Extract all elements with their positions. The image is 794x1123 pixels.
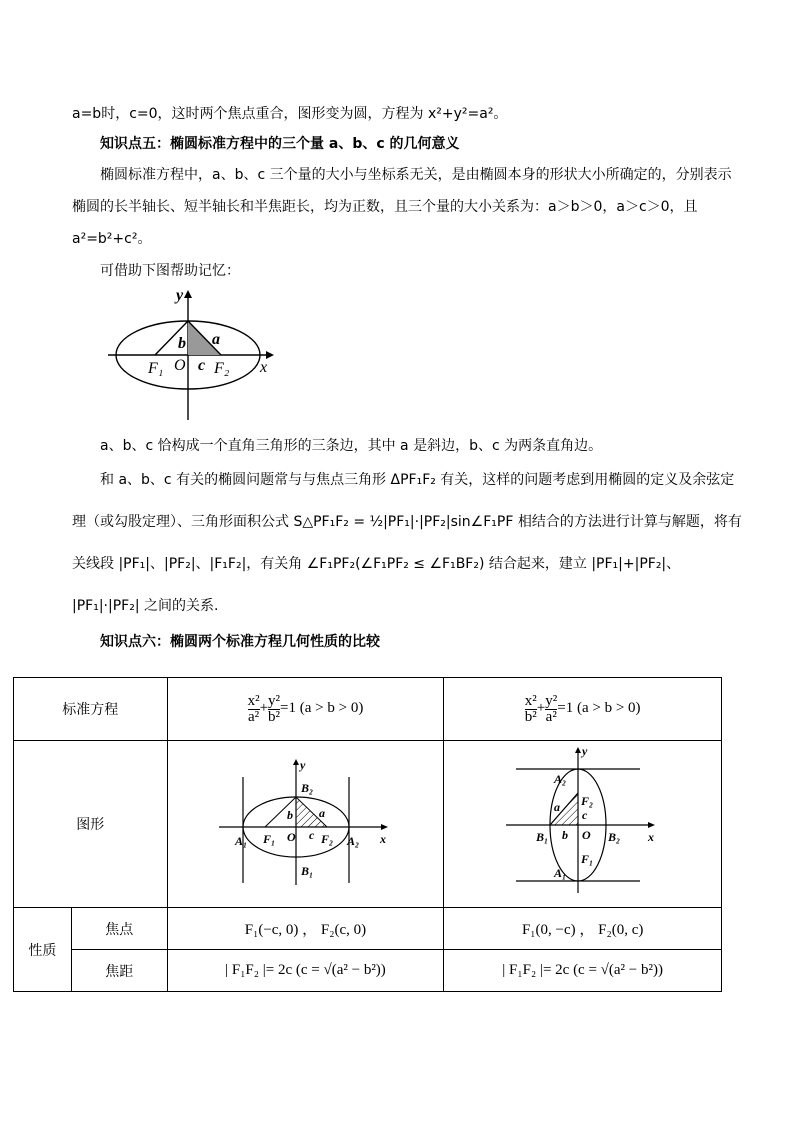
fig1-x-label: x (260, 359, 268, 376)
heading-knowledge-6: 知识点六：椭圆两个标准方程几何性质的比较 (100, 634, 380, 650)
eq2-rest: =1 (a > b > 0) (557, 700, 641, 717)
eq1-y-den: b² (268, 708, 281, 725)
paragraph-abc-meaning-3: a²=b²+c²。 (72, 231, 152, 247)
fig2-a-label: a (319, 806, 326, 820)
cell-equation-vertical: $\frac{\text{x²}}{\text{b²}}$ + $\frac{\text{y²}}{\text{a²}}$ =1 (a > b > 0) (444, 678, 722, 741)
cell-property-header: 性质 (14, 908, 72, 992)
paragraph-abc-meaning-2: 椭圆的长半轴长、短半轴长和半焦距长，均为正数，且三个量的大小关系为：a＞b＞0，a＞c＞0，且 (72, 199, 698, 215)
eq2-y-den: a² (545, 708, 557, 725)
paragraph-abc-meaning-1: 椭圆标准方程中，a、b、c 三个量的大小与坐标系无关，是由椭圆本身的形状大小所确定的，分别表示 (100, 167, 732, 183)
paragraph-focal-triangle-4: |PF₁|·|PF₂| 之间的关系. (72, 598, 219, 614)
cell-focal-distance-header: 焦距 (71, 950, 167, 992)
fig1-b-label: b (178, 335, 186, 352)
fig1-c-label: c (198, 357, 206, 374)
paragraph-circle-case: a=b时，c=0，这时两个焦点重合，图形变为圆，方程为 x²+y²=a²。 (72, 106, 508, 122)
cell-figure-vertical (444, 741, 722, 908)
fig2-c-label: c (309, 828, 315, 842)
fig1-origin-label: O (174, 357, 186, 374)
fig2-y-label: y (300, 758, 306, 772)
fig3-a-label: a (553, 800, 560, 814)
fig2-x-label: x (380, 832, 387, 846)
cell-figure-header: 图形 (14, 741, 168, 908)
fig2-b-label: b (287, 808, 294, 822)
cell-focal-distance-vertical: | F₁F₂ |= 2c (c = √(a² − b²)) (444, 950, 722, 992)
fig3-f2-label: F₂ (580, 794, 593, 808)
cell-figure-horizontal (167, 741, 444, 908)
fig2-origin-label: O (287, 830, 297, 844)
paragraph-memory-aid: 可借助下图帮助记忆： (100, 263, 240, 279)
fig3-b2-label: B₂ (607, 830, 620, 844)
fig1-a-label: a (212, 331, 220, 348)
paragraph-right-triangle: a、b、c 恰构成一个直角三角形的三条边，其中 a 是斜边，b、c 为两条直角边。 (100, 438, 603, 454)
cell-focus-vertical: F₁(0, −c) ， F₂(0, c) (444, 908, 722, 950)
fig3-y-label: y (581, 747, 587, 758)
fig3-b1-label: B₁ (535, 830, 548, 844)
fig2-b1-label: B₁ (301, 864, 314, 878)
cell-equation-header: 标准方程 (14, 678, 168, 741)
eq2-x-den: b² (524, 708, 537, 725)
fig3-a1-label: A₁ (553, 866, 566, 880)
cell-focal-distance-horizontal: | F₁F₂ |= 2c (c = √(a² − b²)) (167, 950, 444, 992)
horizontal-ellipse-figure (215, 757, 395, 887)
table-row-equation (14, 678, 722, 741)
fig1-f1-label: F₁ (148, 360, 164, 377)
eq1-y-num: y² (268, 692, 281, 709)
eq1-rest: =1 (a > b > 0) (280, 700, 364, 717)
eq2-x-num: x² (524, 692, 537, 709)
fig3-x-label: x (647, 830, 654, 844)
paragraph-focal-triangle-2: 理（或勾股定理）、三角形面积公式 S△PF₁F₂ = ½|PF₁|·|PF₂|sin∠F₁PF 相结合的方法进行计算与解题，将有 (72, 514, 742, 530)
fig2-a2-label: A₂ (347, 834, 360, 848)
eq2-y-num: y² (545, 692, 558, 709)
fig2-f2-label: F₂ (321, 832, 334, 846)
fig2-f1-label: F₁ (263, 832, 276, 846)
ellipse-memory-figure (100, 286, 280, 426)
fig2-a1-label: A₁ (235, 834, 248, 848)
cell-focus-horizontal: F₁(−c, 0) ， F₂(c, 0) (167, 908, 444, 950)
fig1-f2-label: F₂ (214, 360, 230, 377)
vertical-ellipse-figure (498, 747, 668, 897)
fig3-c-label: c (581, 808, 587, 822)
fig3-b-label: b (561, 828, 568, 842)
fig1-y-label: y (176, 287, 184, 304)
table-row-focus (14, 908, 722, 950)
fig3-f1-label: F₁ (580, 852, 593, 866)
table-row-focal-distance (14, 950, 722, 992)
fig3-a2-label: A₂ (553, 772, 566, 786)
paragraph-focal-triangle-3: 关线段 |PF₁|、|PF₂|、|F₁F₂|，有关角 ∠F₁PF₂(∠F₁PF₂ ≤ ∠F₁BF₂) 结合起来，建立 |PF₁|+|PF₂|、 (72, 556, 681, 572)
fig2-b2-label: B₂ (301, 781, 314, 795)
cell-equation-horizontal: $\frac{\text{x²}}{\text{a²}}$ + $\frac{\text{y²}}{\text{b²}}$ =1 (a > b > 0) (167, 678, 444, 741)
table-row-figure (14, 741, 722, 908)
eq1-x-num: x² (247, 692, 260, 709)
comparison-table (13, 677, 722, 992)
cell-focus-header: 焦点 (71, 908, 167, 950)
fig3-origin-label: O (581, 828, 591, 842)
eq1-x-den: a² (248, 708, 260, 725)
heading-knowledge-5: 知识点五：椭圆标准方程中的三个量 a、b、c 的几何意义 (100, 136, 460, 152)
paragraph-focal-triangle-1: 和 a、b、c 有关的椭圆问题常与与焦点三角形 ΔPF₁F₂ 有关，这样的问题考虑到用椭圆的定义及余弦定 (100, 472, 735, 488)
